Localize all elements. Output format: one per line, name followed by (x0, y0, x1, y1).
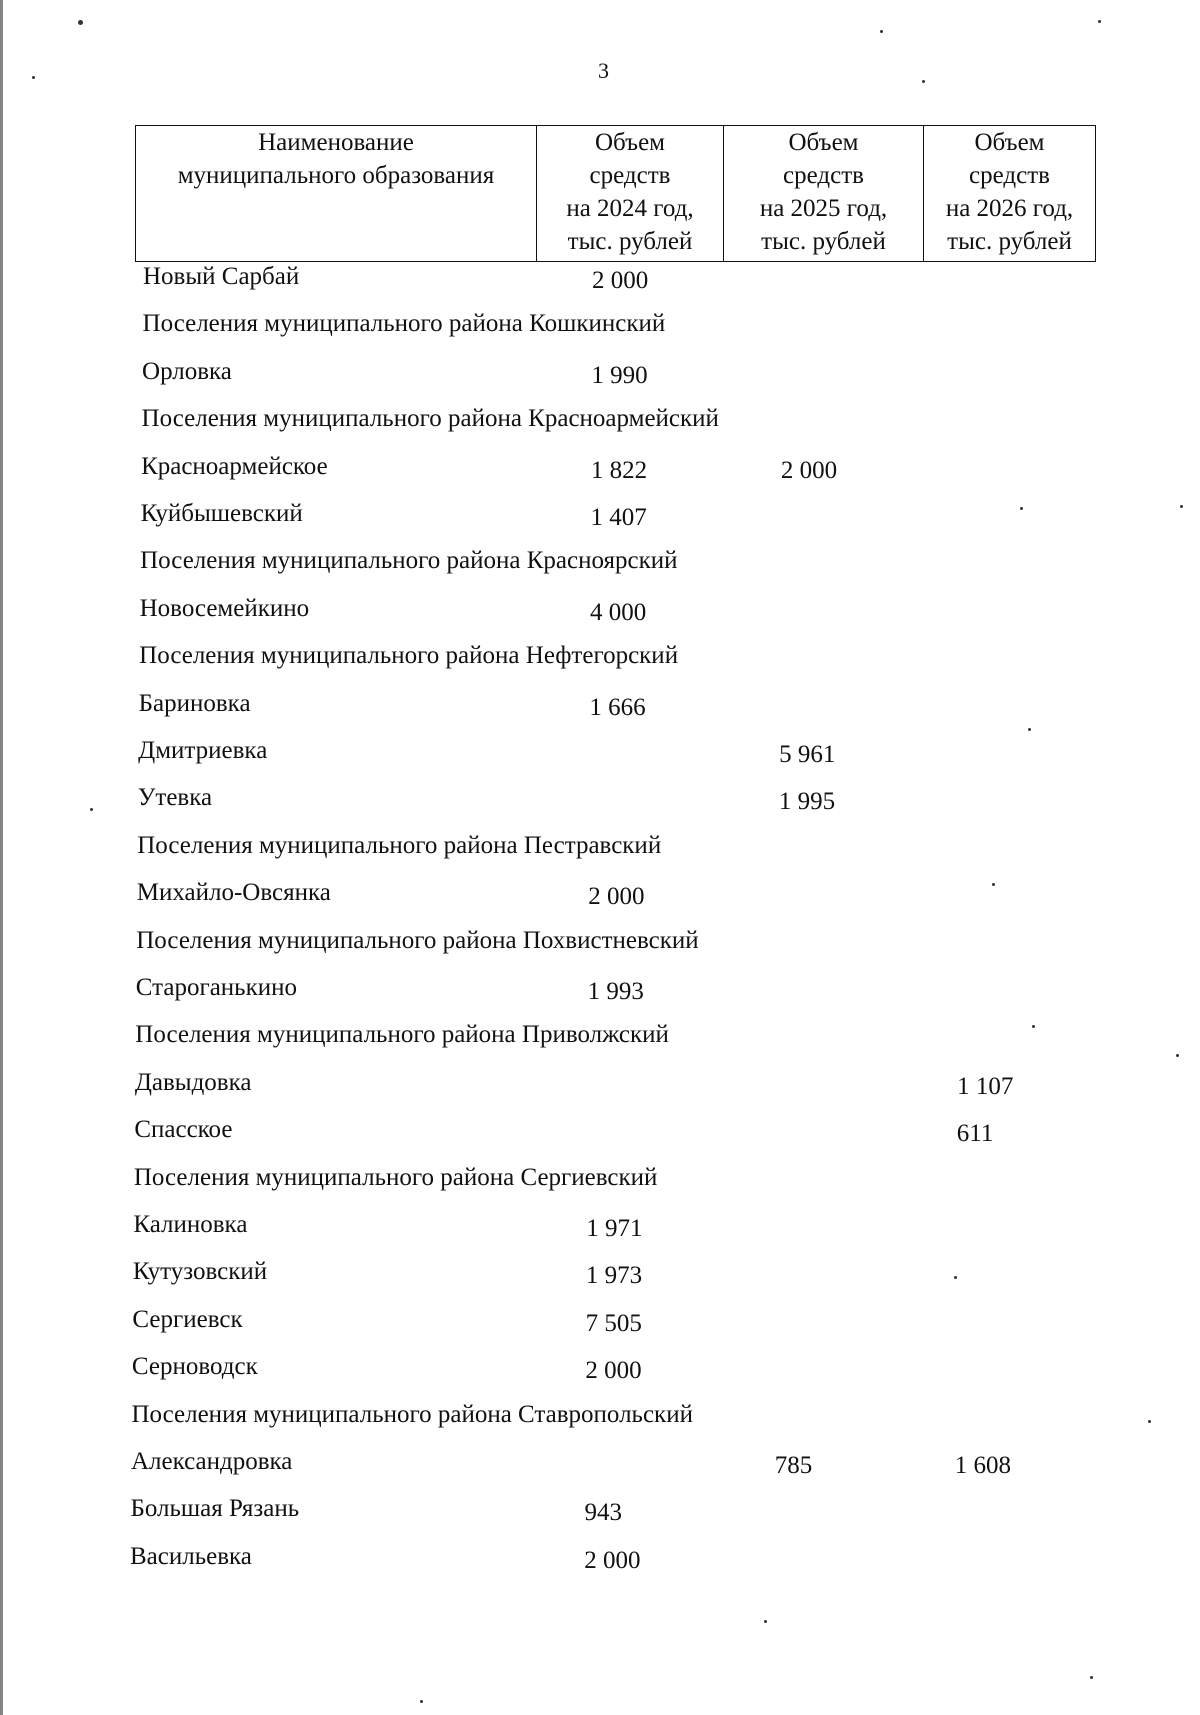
value-2024: 4 000 (589, 598, 647, 626)
value-2024: 1 407 (590, 504, 647, 531)
group-name: Поселения муниципального района Ставропольский (131, 1400, 693, 1428)
settlement-name: Сергиевск (132, 1305, 243, 1333)
scan-speck (1032, 1025, 1035, 1028)
value-2024: 1 990 (591, 361, 648, 389)
settlement-name: Куйбышевский (140, 500, 303, 527)
group-name: Поселения муниципального района Нефтегорский (139, 642, 679, 670)
scan-speck (1098, 20, 1101, 23)
group-row (0, 927, 1200, 961)
group-row (0, 405, 1200, 439)
value-2024: 2 000 (585, 1357, 642, 1385)
table-row (0, 595, 1200, 629)
value-2024: 1 971 (586, 1215, 643, 1242)
table-row (0, 1116, 1200, 1150)
group-name: Поселения муниципального района Пестравский (137, 831, 662, 859)
header-2025-label: Объем средств на 2025 год, тыс. рублей (759, 129, 888, 255)
scan-speck (992, 883, 995, 886)
settlement-name: Новый Сарбай (143, 263, 300, 290)
settlement-name: Красноармейское (141, 452, 328, 480)
settlement-name: Кутузовский (132, 1258, 268, 1286)
scan-speck (420, 1700, 423, 1703)
table-row (0, 784, 1200, 818)
group-name: Поселения муниципального района Красноармейский (141, 405, 719, 433)
header-cell-name (136, 126, 537, 262)
scan-speck (954, 1276, 957, 1279)
table-header (135, 125, 1096, 262)
table-row (0, 263, 1200, 297)
value-2024: 2 000 (584, 1546, 641, 1574)
settlement-name: Михайло-Овсянка (136, 879, 331, 907)
header-cell-2024 (537, 126, 724, 262)
table-row (0, 1353, 1200, 1387)
scan-speck (1028, 728, 1031, 731)
value-2024: 2 000 (588, 883, 645, 911)
table-row (0, 1306, 1200, 1340)
value-2025: 2 000 (780, 456, 838, 484)
scan-speck (764, 1620, 767, 1623)
value-2025: 5 961 (779, 741, 836, 768)
group-name: Поселения муниципального района Красноярский (140, 547, 678, 575)
header-cell-2025 (724, 126, 924, 262)
settlement-name: Новосемейкино (139, 594, 310, 622)
scan-speck (32, 76, 35, 79)
group-row (0, 1021, 1200, 1055)
settlement-name: Спасское (134, 1116, 233, 1144)
table-row (0, 690, 1200, 724)
group-row (0, 832, 1200, 866)
group-row (0, 310, 1200, 344)
scan-speck (90, 808, 93, 811)
settlement-name: Давыдовка (134, 1068, 252, 1096)
table-row (0, 879, 1200, 913)
scan-speck (78, 20, 83, 25)
value-2024: 1 822 (590, 456, 648, 484)
scan-speck (1180, 505, 1183, 508)
header-2026-label: Объем средств на 2026 год, тыс. рублей (945, 129, 1074, 255)
settlement-name: Староганькино (135, 974, 297, 1001)
table-row (0, 1211, 1200, 1245)
settlement-name: Дмитриевка (138, 737, 268, 764)
group-row (0, 547, 1200, 581)
settlement-name: Калиновка (133, 1211, 248, 1238)
table-row (0, 1495, 1200, 1529)
scan-speck (1176, 1054, 1179, 1057)
value-2024: 1 993 (587, 978, 644, 1005)
header-name-label: Наименование муниципального образования (177, 129, 495, 189)
value-2026: 611 (956, 1120, 994, 1148)
scan-speck (922, 80, 925, 83)
table-row (0, 453, 1200, 487)
table-row (0, 358, 1200, 392)
settlement-name: Васильевка (130, 1542, 252, 1570)
table-row (0, 1448, 1200, 1482)
value-2025: 1 995 (778, 788, 836, 816)
scan-speck (1090, 1676, 1093, 1679)
settlement-name: Серноводск (131, 1353, 258, 1381)
scan-speck (880, 30, 883, 33)
table-row (0, 1543, 1200, 1577)
table-row (0, 1069, 1200, 1103)
settlement-name: Александровка (130, 1448, 293, 1475)
table-row (0, 974, 1200, 1008)
value-2024: 7 505 (585, 1309, 642, 1337)
group-row (0, 1401, 1200, 1435)
group-name: Поселения муниципального района Приволжский (135, 1021, 669, 1049)
group-name: Поселения муниципального района Похвистневский (136, 926, 699, 954)
group-name: Поселения муниципального района Кошкинский (142, 310, 666, 338)
value-2026: 1 107 (957, 1072, 1014, 1100)
group-row (0, 642, 1200, 676)
scan-speck (1148, 1420, 1151, 1423)
value-2025: 785 (774, 1452, 813, 1479)
value-2026: 1 608 (954, 1452, 1012, 1479)
table-row (0, 737, 1200, 771)
header-2024-label: Объем средств на 2024 год, тыс. рублей (566, 129, 694, 255)
settlement-name: Орловка (142, 357, 232, 385)
scan-speck (1020, 507, 1023, 510)
group-name: Поселения муниципального района Сергиевский (133, 1163, 658, 1191)
settlement-name: Большая Рязань (130, 1495, 300, 1523)
value-2024: 1 666 (589, 693, 646, 721)
settlement-name: Бариновка (138, 689, 251, 717)
header-cell-2026 (924, 126, 1096, 262)
group-row (0, 1164, 1200, 1198)
table-row (0, 1258, 1200, 1292)
value-2024: 943 (584, 1499, 622, 1527)
value-2024: 2 000 (592, 267, 649, 294)
page-number: 3 (598, 58, 609, 83)
table-row (0, 500, 1200, 534)
value-2024: 1 973 (585, 1262, 643, 1290)
settlement-name: Утевка (137, 784, 213, 812)
